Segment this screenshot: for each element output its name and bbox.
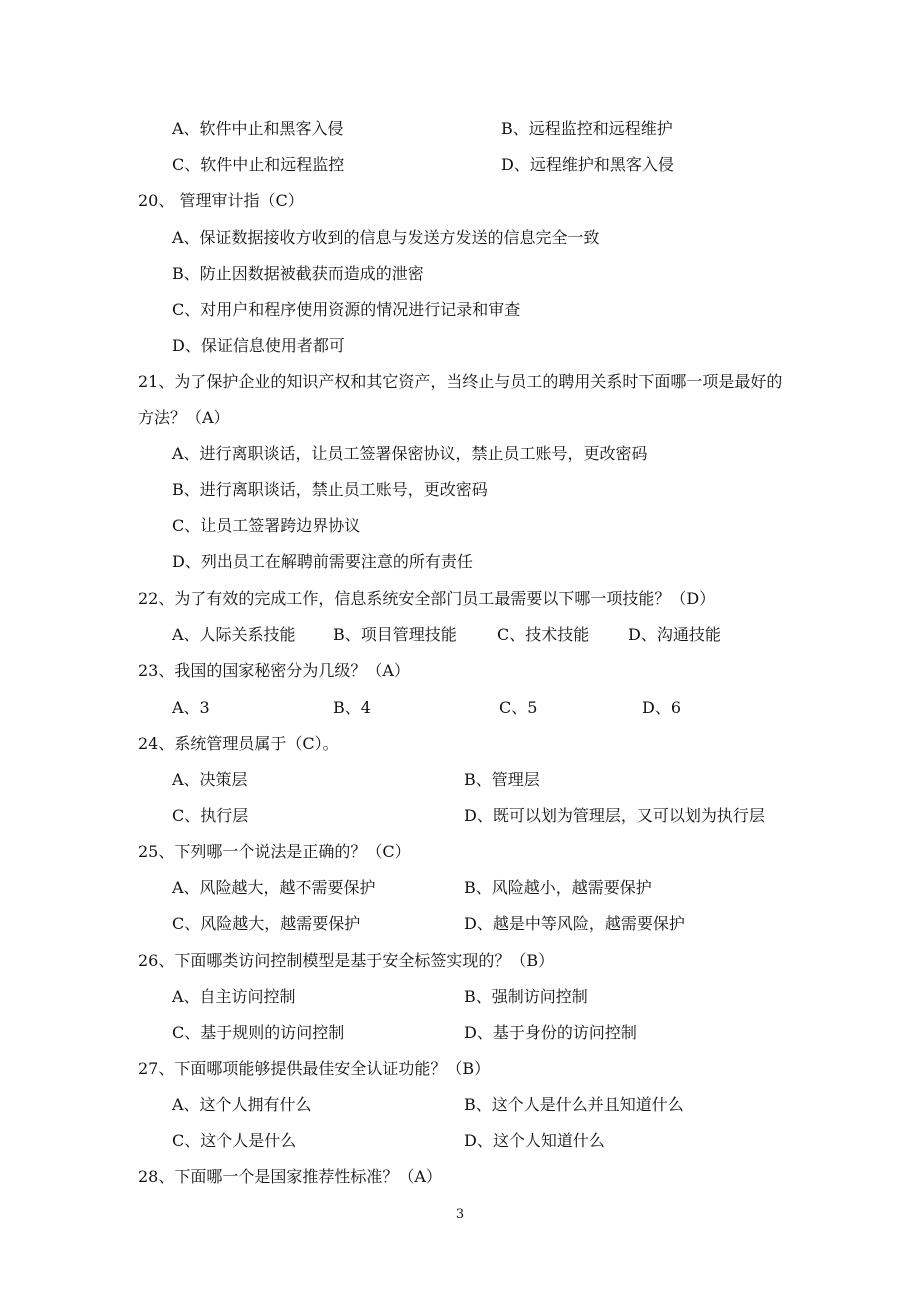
q26-option-b: B、强制访问控制 [464,987,588,1006]
q24-option-c: C、执行层 [172,806,249,825]
q23-option-c: C、5 [499,698,538,717]
q20-option-d: D、保证信息使用者都可 [172,336,345,355]
q25-option-b: B、风险越小，越需要保护 [464,878,652,897]
q21-option-c: C、让员工签署跨边界协议 [172,516,361,535]
q25-option-c: C、风险越大，越需要保护 [172,914,361,933]
q19-option-a: A、软件中止和黑客入侵 [172,119,344,138]
q19-option-c: C、软件中止和远程监控 [172,155,345,174]
q21-option-a: A、进行离职谈话，让员工签署保密协议，禁止员工账号，更改密码 [172,444,648,463]
q28-stem: 28、下面哪一个是国家推荐性标准？（A） [138,1167,442,1186]
q21-option-d: D、列出员工在解聘前需要注意的所有责任 [172,552,473,571]
q21-stem-line2: 方法？（A） [138,408,230,427]
q19-option-b: B、远程监控和远程维护 [501,119,673,138]
q20-option-a: A、保证数据接收方收到的信息与发送方发送的信息完全一致 [172,228,600,247]
q24-option-b: B、管理层 [464,770,540,789]
page-number: 3 [455,1207,465,1222]
q21-stem-line1: 21、为了保护企业的知识产权和其它资产，当终止与员工的聘用关系时下面哪一项是最好的 [138,372,783,391]
q27-option-b: B、这个人是什么并且知道什么 [464,1095,684,1114]
q27-option-a: A、这个人拥有什么 [172,1095,312,1114]
q22-stem: 22、为了有效的完成工作，信息系统安全部门员工最需要以下哪一项技能？（D） [138,589,716,608]
q26-option-d: D、基于身份的访问控制 [464,1023,637,1042]
q27-option-c: C、这个人是什么 [172,1131,297,1150]
q20-option-c: C、对用户和程序使用资源的情况进行记录和审查 [172,300,521,319]
q22-option-d: D、沟通技能 [628,625,721,644]
q20-stem: 20、 管理审计指（C） [138,191,304,210]
q25-stem: 25、下列哪一个说法是正确的？（C） [138,842,411,861]
q25-option-a: A、风险越大，越不需要保护 [172,878,376,897]
q23-option-b: B、4 [333,698,371,717]
q27-option-d: D、这个人知道什么 [464,1131,605,1150]
q22-option-b: B、项目管理技能 [333,625,457,644]
q27-stem: 27、下面哪项能够提供最佳安全认证功能？（B） [138,1059,491,1078]
q23-stem: 23、我国的国家秘密分为几级？（A） [138,661,410,680]
q26-stem: 26、下面哪类访问控制模型是基于安全标签实现的？（B） [138,951,555,970]
q26-option-c: C、基于规则的访问控制 [172,1023,345,1042]
q24-stem: 24、系统管理员属于（C）。 [138,734,339,753]
q26-option-a: A、自主访问控制 [172,987,296,1006]
q24-option-d: D、既可以划为管理层，又可以划为执行层 [464,806,765,825]
q21-option-b: B、进行离职谈话，禁止员工账号，更改密码 [172,480,488,499]
q25-option-d: D、越是中等风险，越需要保护 [464,914,685,933]
q23-option-d: D、6 [642,698,682,717]
q22-option-c: C、技术技能 [497,625,590,644]
q22-option-a: A、人际关系技能 [172,625,296,644]
q23-option-a: A、3 [172,698,210,717]
q19-option-d: D、远程维护和黑客入侵 [501,155,674,174]
q20-option-b: B、防止因数据被截获而造成的泄密 [172,264,424,283]
q24-option-a: A、决策层 [172,770,248,789]
